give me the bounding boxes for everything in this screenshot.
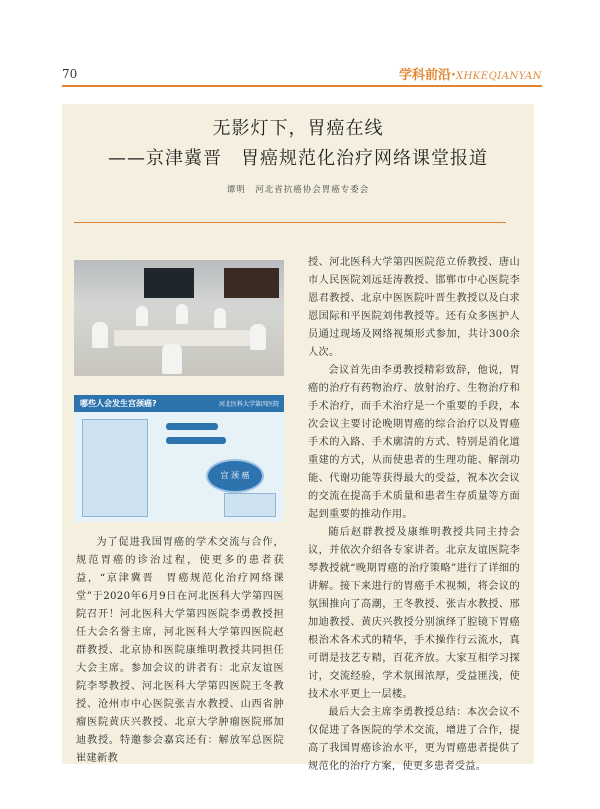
- article-byline: 谭明 河北省抗癌协会胃癌专委会: [226, 185, 370, 195]
- article-title-line-2: ——京津冀晋 胃癌规范化治疗网络课堂报道: [108, 148, 488, 169]
- slide-right-block: [224, 493, 276, 517]
- photo-person: [136, 306, 148, 326]
- meeting-photo: [74, 260, 284, 376]
- slide-header-title: 哪些人会发生宫颈癌?: [80, 399, 157, 408]
- photo-person: [176, 304, 188, 324]
- photo-screen-right: [224, 268, 279, 298]
- photo-person: [214, 308, 226, 328]
- body-right-column: [308, 254, 520, 776]
- slide-pill: [166, 437, 226, 444]
- body-left-column: [76, 534, 284, 768]
- title-divider: [74, 222, 506, 223]
- presentation-slide: [74, 395, 284, 522]
- page-number: 70: [62, 67, 78, 81]
- body-paragraph-continued: 授、河北医科大学第四医院范立侨教授、唐山市人民医院刘远廷涛教授、邯郸市中心医院李恩君教授、北京中医医院叶晋生教授以及白求恩国际和平医院刘伟教授等。还有众多医护人员通过现场及网络视频形式参加，共计300余人次。: [308, 257, 520, 358]
- article-title-line-1: 无影灯下，胃癌在线: [212, 118, 384, 139]
- photo-screen-left: [144, 268, 194, 298]
- section-tag-cn: 学科前沿·: [399, 68, 456, 83]
- header-rule: [62, 85, 542, 87]
- body-paragraph: 随后赵群教授及康维明教授共同主持会议，并依次介绍各专家讲者。北京友谊医院李琴教授就“晚期胃癌的治疗策略”进行了详细的讲解。接下来进行的胃癌手术视频，将会议的氛围推向了高潮，王冬教授、张吉水教授、邢加迪教授、黄庆兴教授分别演绎了腔镜下胃癌根治术各术式的精华，手术操作行云流水，真可谓是技艺专精，百花齐放。大家互相学习探讨，交流经验，学术氛围浓厚，受益匪浅，使技术水平更上一层楼。: [308, 527, 520, 700]
- photo-person: [162, 344, 182, 374]
- slide-pill: [166, 423, 218, 430]
- body-paragraph: 最后大会主席李勇教授总结：本次会议不仅促进了各医院的学术交流，增进了合作，提高了我国胃癌诊治水平，更为胃癌患者提供了规范化的治疗方案，使更多患者受益。: [308, 707, 520, 772]
- body-paragraph: 为了促进我国胃癌的学术交流与合作，规范胃癌的诊治过程，使更多的患者获益，“京津冀晋 胃癌规范化治疗网络课堂”于2020年6月9日在河北医科大学第四医院召开！河北医科大学第四医院李勇教授担任大会名誉主席，河北医科大学第四医院赵群教授、北京协和医院康维明教授共同担任大会主席。参加会议的讲者有：北京友谊医院李琴教授、河北医科大学第四医院王冬教授、沧州市中心医院张吉水教授、山西省肿瘤医院黄庆兴教授、北京大学肿瘤医院邢加迪教授。特邀参会嘉宾还有：解放军总医院崔建新教: [76, 537, 284, 764]
- slide-header-hospital: 河北医科大学第四医院: [218, 401, 279, 408]
- slide-center-circle: [206, 459, 264, 493]
- photo-person: [250, 324, 266, 350]
- body-paragraph: 会议首先由李勇教授精彩致辞，他说，胃癌的治疗有药物治疗、放射治疗、生物治疗和手术治疗，而手术治疗是一个重要的手段，本次会议主要讨论晚期胃癌的综合治疗以及胃癌手术的入路、手术廓清的方式、特别是消化道重建的方式，从而使患者的生理功能、解剖功能、代谢功能等获得最大的受益，祝本次会议的交流在提高手术质量和患者生存质量等方面起到重要的推动作用。: [308, 365, 520, 520]
- slide-left-block: [82, 419, 148, 517]
- section-tag-latin: XHKEQIANYAN: [455, 71, 542, 82]
- article-panel: [62, 104, 534, 772]
- slide-center-label: 宫 颈 癌: [220, 471, 250, 480]
- photo-person: [92, 322, 108, 348]
- section-tag: [399, 64, 542, 83]
- photo-table: [114, 330, 264, 346]
